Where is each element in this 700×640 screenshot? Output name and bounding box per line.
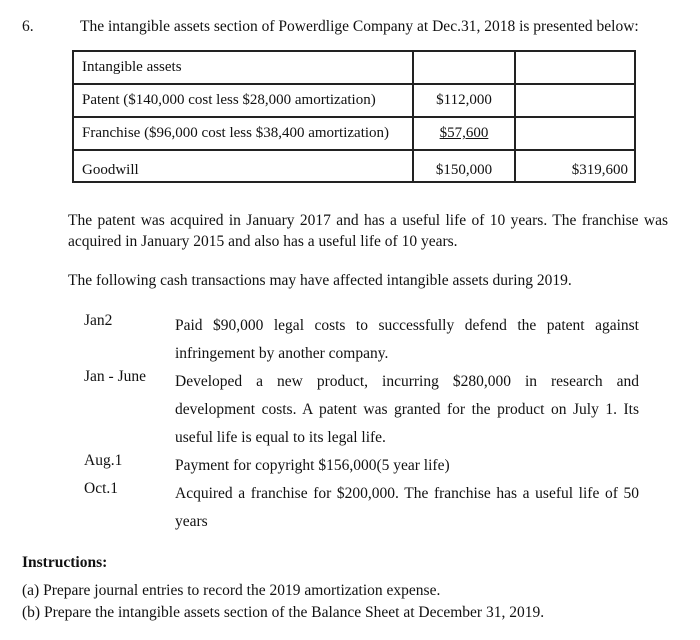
- row-label: Franchise ($96,000 cost less $38,400 amortization): [73, 117, 413, 150]
- transaction-date: Aug.1: [84, 452, 123, 469]
- row-amount: $150,000: [413, 150, 515, 182]
- transaction-description: Payment for copyright $156,000(5 year life): [175, 457, 450, 474]
- row-label: Goodwill: [73, 150, 413, 182]
- table-row-patent: [73, 84, 635, 117]
- transaction-description: Acquired a franchise for $200,000. The franchise has a useful life of 50 years: [175, 485, 639, 530]
- table-cell-empty: [413, 51, 515, 84]
- row-total: [515, 84, 635, 117]
- row-amount-underlined: $57,600: [439, 125, 489, 141]
- question-number: 6.: [22, 18, 34, 35]
- row-total: $319,600: [515, 150, 635, 182]
- question-title: The intangible assets section of Powerdlige Company at Dec.31, 2018 is presented below:: [80, 18, 639, 35]
- row-total: [515, 117, 635, 150]
- row-amount: $112,000: [413, 84, 515, 117]
- table-row-goodwill: [73, 150, 635, 182]
- transaction-description: Paid $90,000 legal costs to successfully defend the patent against infringement by another company.: [175, 317, 639, 362]
- table-header-row: [73, 51, 635, 84]
- instruction-a: (a) Prepare journal entries to record the 2019 amortization expense.: [22, 582, 441, 599]
- table-header: Intangible assets: [73, 51, 413, 84]
- paragraph-cash-transactions: The following cash transactions may have affected intangible assets during 2019.: [68, 272, 572, 289]
- row-amount: [413, 117, 515, 150]
- transaction-description: Developed a new product, incurring $280,000 in research and development costs. A patent was granted for the product on July 1. Its useful life is equal to its legal life.: [175, 373, 639, 446]
- row-label: Patent ($140,000 cost less $28,000 amortization): [73, 84, 413, 117]
- table-row-franchise: [73, 117, 635, 150]
- paragraph-useful-life: The patent was acquired in January 2017 and has a useful life of 10 years. The franchise was acquired in January 2015 and also has a useful life of 10 years.: [68, 212, 668, 250]
- transaction-date: Jan - June: [84, 368, 146, 385]
- table-cell-empty: [515, 51, 635, 84]
- intangible-assets-table: [72, 50, 636, 183]
- transaction-date: Oct.1: [84, 480, 119, 497]
- transaction-date: Jan2: [84, 312, 113, 329]
- instruction-b: (b) Prepare the intangible assets section of the Balance Sheet at December 31, 2019.: [22, 604, 545, 621]
- instructions-heading: Instructions:: [22, 554, 108, 571]
